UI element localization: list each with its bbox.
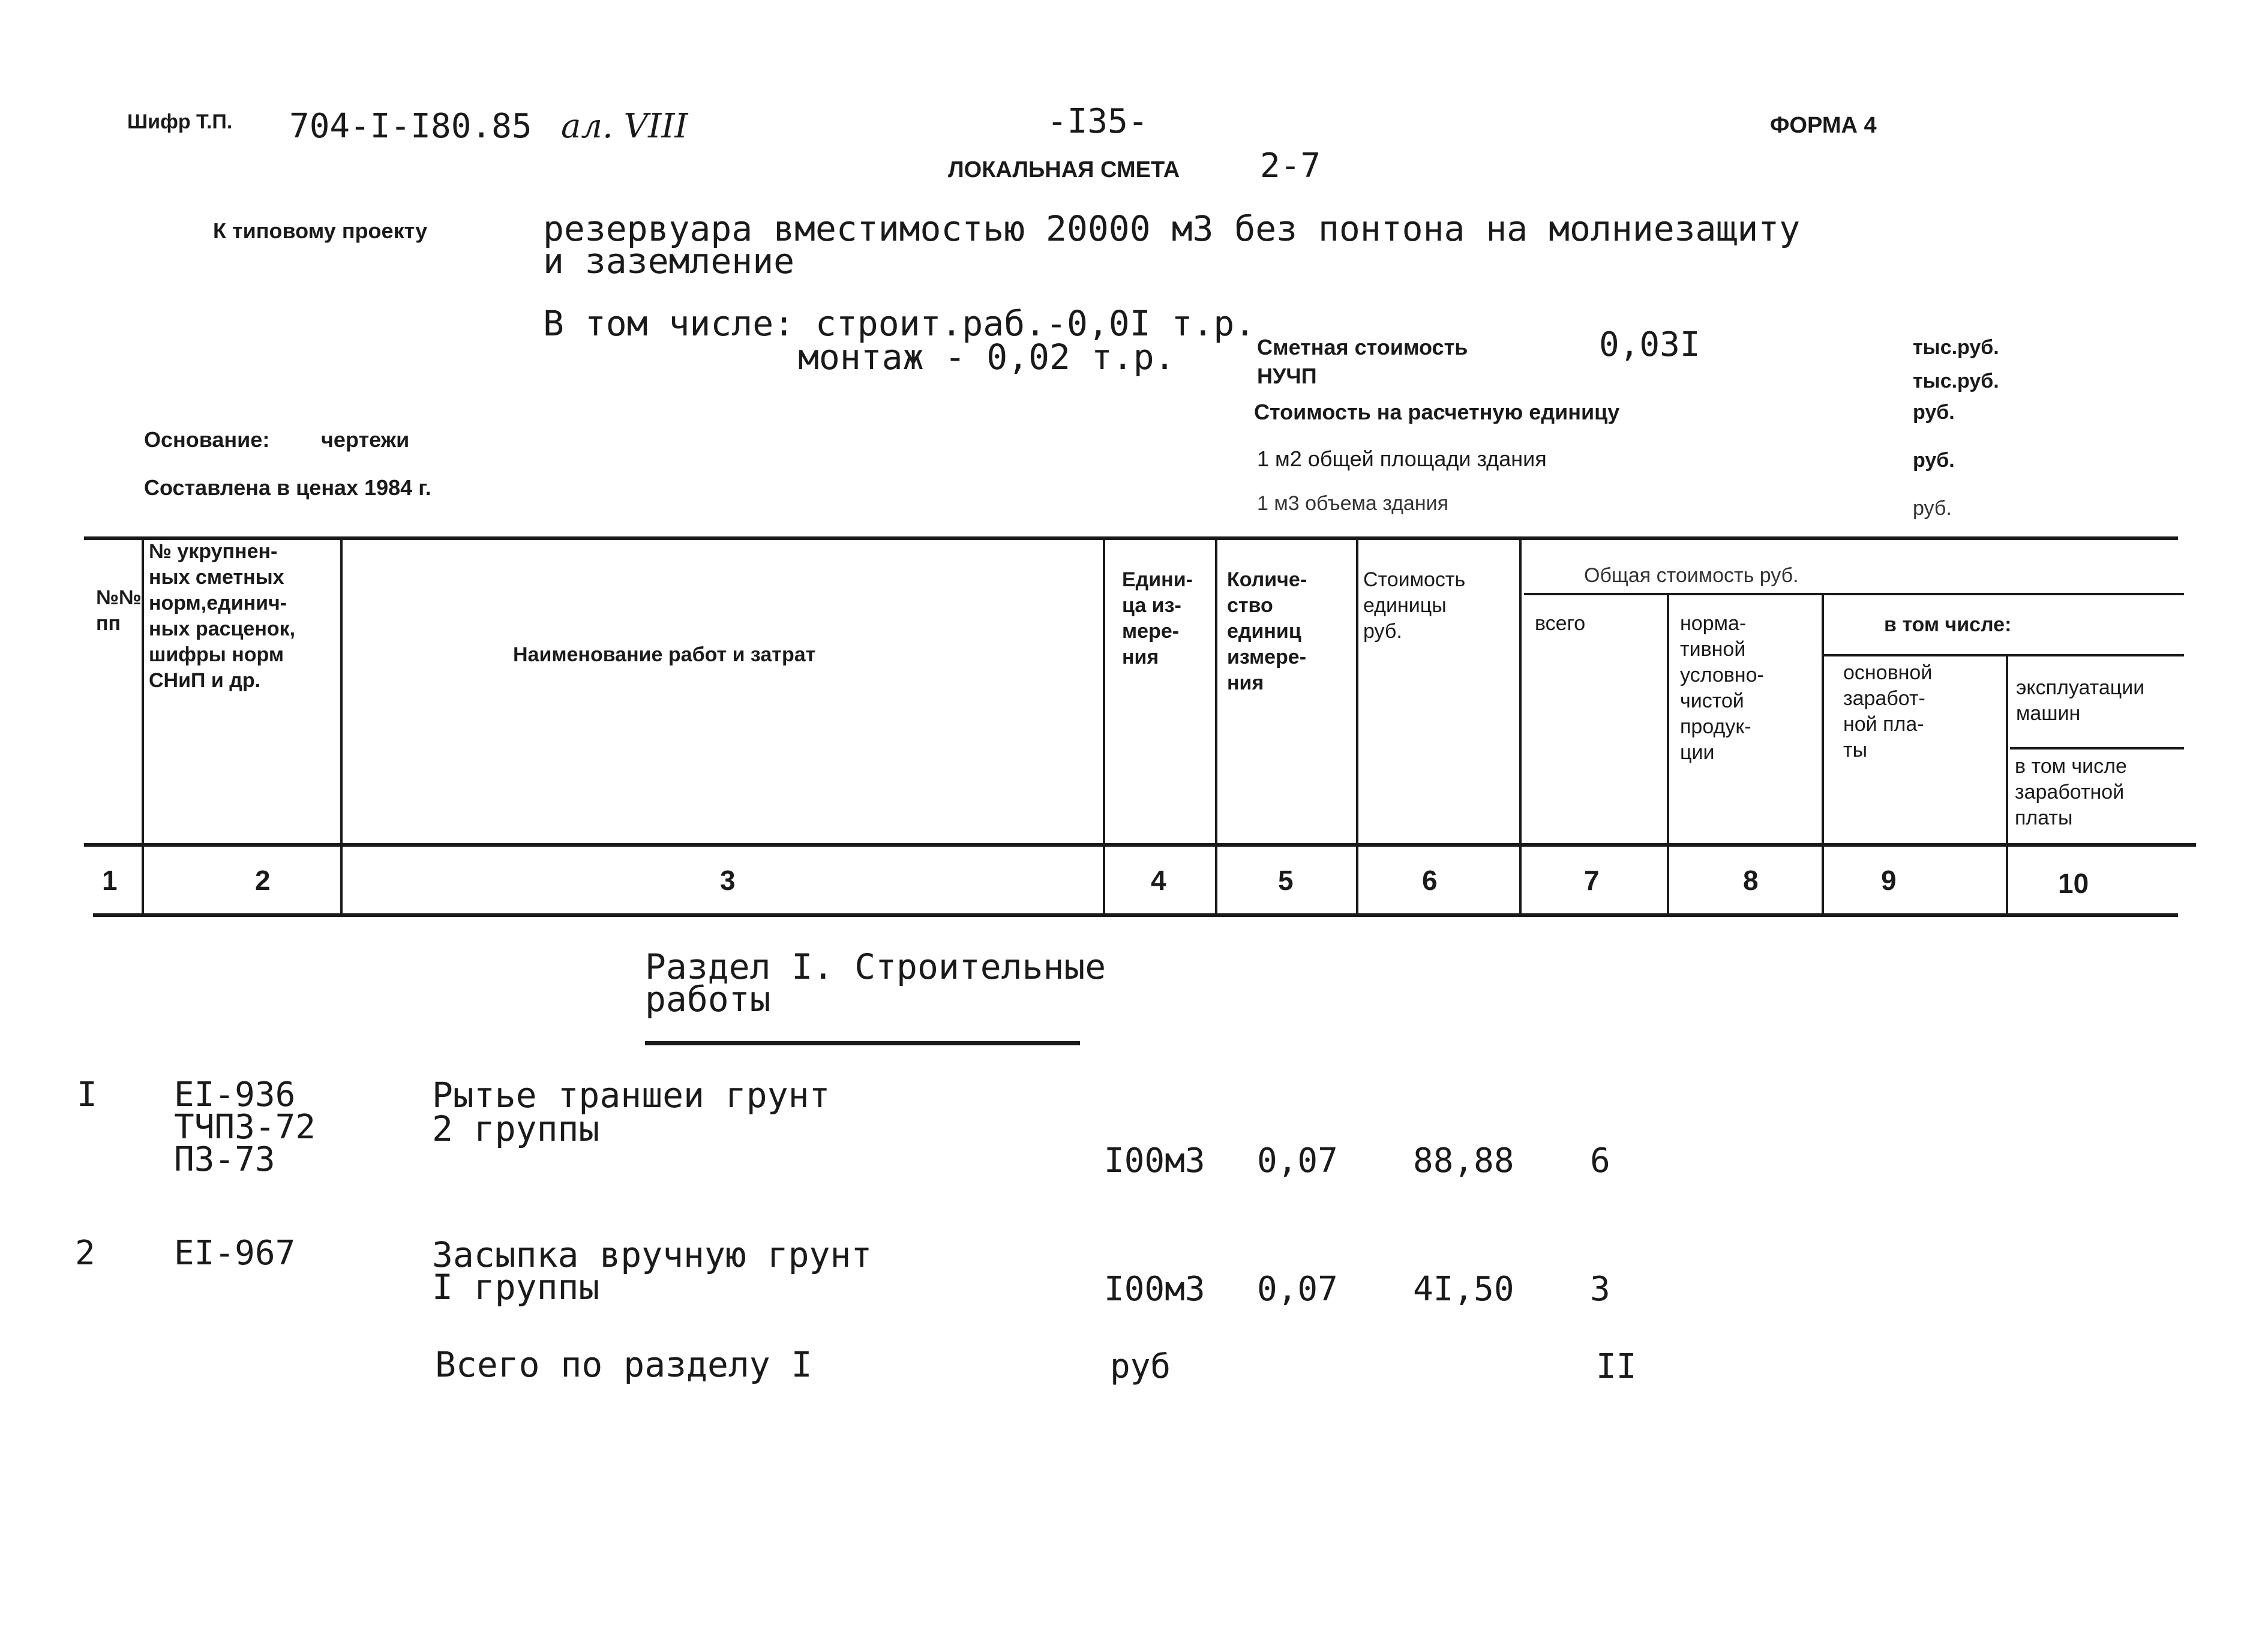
project-title-line2: и заземление bbox=[543, 241, 795, 281]
col-num-4: 4 bbox=[1151, 865, 1166, 896]
per-m2-label: 1 м2 общей площади здания bbox=[1257, 446, 1547, 471]
col-num-8: 8 bbox=[1743, 865, 1759, 896]
col-num-9: 9 bbox=[1881, 865, 1897, 896]
estimated-cost-label: Сметная стоимость bbox=[1257, 335, 1468, 359]
col-divider-5 bbox=[1356, 536, 1358, 916]
basis-value: чертежи bbox=[321, 427, 410, 452]
col-divider-7 bbox=[1667, 594, 1669, 916]
including-line1: В том числе: строит.раб.-0,0I т.р. bbox=[543, 303, 1256, 344]
row2-code-1: EI-967 bbox=[174, 1234, 296, 1273]
row1-total: 6 bbox=[1590, 1141, 1610, 1180]
col-num-1: 1 bbox=[102, 865, 118, 896]
cipher-label: Шифр Т.П. bbox=[127, 110, 233, 133]
col-num-10: 10 bbox=[2058, 868, 2089, 899]
header-machine-operation: эксплуатации машин bbox=[2016, 676, 2145, 725]
section-total-value: II bbox=[1596, 1347, 1637, 1386]
table-bottom-border bbox=[93, 913, 2178, 917]
project-title-line1: резервуара вместимостью 20000 м3 без понтона на молниезащиту bbox=[543, 208, 1801, 249]
col-num-6: 6 bbox=[1422, 865, 1438, 896]
row2-unit: I00м3 bbox=[1104, 1270, 1205, 1309]
col-divider-6 bbox=[1519, 536, 1522, 916]
header-normative-product: норма- тивной условно- чистой продук- ции bbox=[1680, 612, 1764, 764]
row1-unit-price: 88,88 bbox=[1413, 1141, 1514, 1180]
section-total-unit: руб bbox=[1110, 1347, 1171, 1386]
col-divider-9 bbox=[2006, 655, 2008, 916]
col-num-5: 5 bbox=[1278, 865, 1294, 896]
row1-quantity: 0,07 bbox=[1257, 1141, 1338, 1180]
nuchp-label: НУЧП bbox=[1257, 364, 1317, 388]
row1-name-line2: 2 группы bbox=[432, 1108, 600, 1149]
row1-number: I bbox=[77, 1075, 97, 1114]
estimated-cost-value: 0,03I bbox=[1599, 325, 1700, 364]
header-unit-cost: Стоимость единицы руб. bbox=[1363, 568, 1466, 643]
cipher-number: 704-I-I80.85 bbox=[289, 107, 532, 146]
estimate-number: 2-7 bbox=[1260, 146, 1321, 185]
section-title-line1: Раздел I. Строительные bbox=[645, 946, 1106, 987]
header-incl-group: в том числе: bbox=[1884, 613, 2012, 636]
col-divider-2 bbox=[340, 536, 343, 916]
row1-code-2: ТЧПЗ-72 bbox=[174, 1108, 316, 1147]
col-num-7: 7 bbox=[1584, 865, 1600, 896]
row1-name-line1: Рытье траншеи грунт bbox=[432, 1075, 830, 1116]
per-m3-label: 1 м3 объема здания bbox=[1257, 492, 1448, 515]
form-number: ФОРМА 4 bbox=[1770, 113, 1877, 138]
row2-total: 3 bbox=[1590, 1270, 1610, 1309]
unit-rub: руб. bbox=[1913, 401, 1955, 424]
row1-unit: I00м3 bbox=[1104, 1141, 1205, 1180]
estimate-title: ЛОКАЛЬНАЯ СМЕТА bbox=[948, 157, 1180, 182]
col-divider-3 bbox=[1103, 536, 1105, 916]
header-quantity: Количе- ство единиц измере- ния bbox=[1227, 568, 1307, 694]
header-unit: Едини- ца из- мере- ния bbox=[1122, 568, 1193, 668]
col-divider-8 bbox=[1822, 594, 1824, 916]
prices-label: Составлена в ценах 1984 г. bbox=[144, 475, 431, 500]
per-unit-label: Стоимость на расчетную единицу bbox=[1254, 400, 1620, 424]
col-divider-4 bbox=[1215, 536, 1217, 916]
header-bottom-border bbox=[84, 843, 2196, 847]
row2-number: 2 bbox=[75, 1234, 95, 1273]
section-title-underline bbox=[645, 1041, 1080, 1045]
section-title-line2: работы bbox=[645, 979, 771, 1020]
basis-label: Основание: bbox=[144, 427, 270, 452]
col10-sub-divider bbox=[2010, 747, 2184, 749]
total-group-divider bbox=[1524, 593, 2184, 595]
page-number: -I35- bbox=[1047, 102, 1148, 141]
col-num-3: 3 bbox=[720, 865, 736, 896]
row1-code-3: ПЗ-73 bbox=[174, 1140, 275, 1179]
col-num-2: 2 bbox=[255, 865, 271, 896]
col-divider-1 bbox=[142, 536, 144, 916]
header-total-group: Общая стоимость руб. bbox=[1584, 564, 1799, 587]
row2-quantity: 0,07 bbox=[1257, 1270, 1338, 1309]
header-work-name: Наименование работ и затрат bbox=[513, 643, 816, 666]
row2-name-line1: Засыпка вручную грунт bbox=[432, 1234, 872, 1275]
unit-thousand-rub-2: тыс.руб. bbox=[1913, 370, 1999, 392]
header-machine-salary: в том числе заработной платы bbox=[2015, 755, 2127, 829]
unit-thousand-rub: тыс.руб. bbox=[1913, 336, 1999, 359]
album-number: ал. VIII bbox=[561, 107, 688, 146]
unit-rub-2: руб. bbox=[1913, 449, 1955, 472]
project-label: К типовому проекту bbox=[213, 218, 428, 243]
incl-group-divider bbox=[1824, 654, 2184, 656]
header-norm-codes: № укрупнен- ных сметных норм,единич- ных расценок, шифры норм СНиП и др. bbox=[149, 540, 296, 692]
header-row-number: №№ пп bbox=[96, 586, 142, 635]
header-total: всего bbox=[1535, 612, 1586, 635]
unit-rub-3: руб. bbox=[1913, 497, 1952, 520]
row2-name-line2: I группы bbox=[432, 1267, 600, 1308]
header-base-salary: основной заработ- ной пла- ты bbox=[1843, 661, 1933, 761]
section-total-label: Всего по разделу I bbox=[435, 1344, 812, 1385]
including-line2: монтаж - 0,02 т.р. bbox=[798, 337, 1175, 377]
row1-code-1: EI-936 bbox=[174, 1075, 296, 1114]
row2-unit-price: 4I,50 bbox=[1413, 1270, 1514, 1309]
table-top-border bbox=[84, 536, 2178, 540]
